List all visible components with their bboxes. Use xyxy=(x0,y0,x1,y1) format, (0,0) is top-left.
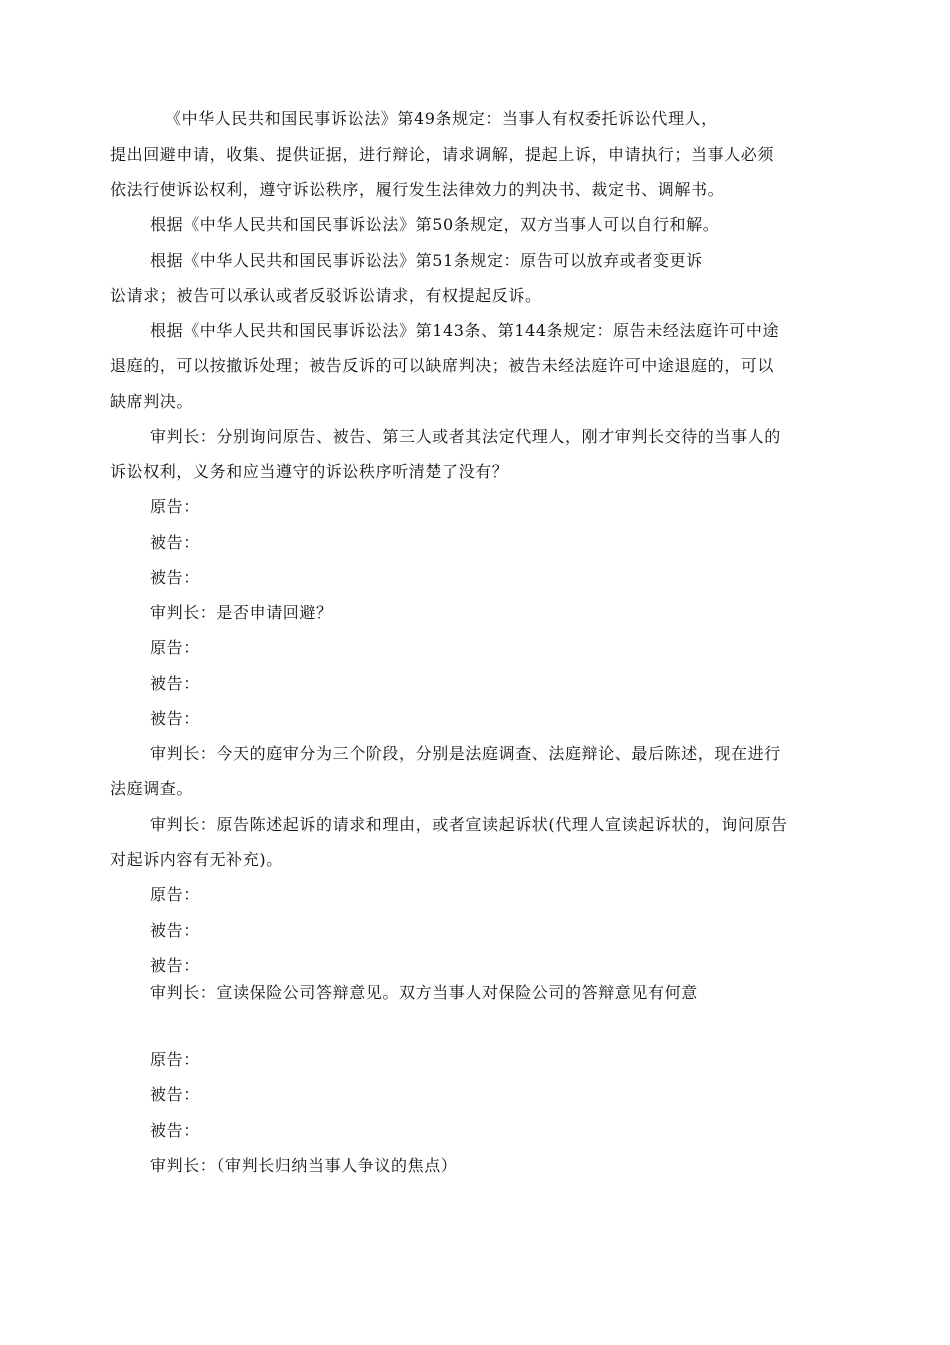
text-line: 《中华人民共和国民事诉讼法》第49条规定：当事人有权委托诉讼代理人， xyxy=(165,109,718,128)
text-line: 讼请求；被告可以承认或者反驳诉讼请求，有权提起反诉。 xyxy=(110,286,542,305)
text-line: 被告： xyxy=(150,533,200,552)
text-line: 审判长：是否申请回避？ xyxy=(150,603,333,622)
text-line: 被告： xyxy=(150,674,200,693)
text-line: 依法行使诉讼权利，遵守诉讼秩序，履行发生法律效力的判决书、裁定书、调解书。 xyxy=(110,180,725,199)
text-line: 被告： xyxy=(150,709,200,728)
text-line: 根据《中华人民共和国民事诉讼法》第143条、第144条规定：原告未经法庭许可中途 xyxy=(150,321,780,340)
text-line: 原告： xyxy=(150,638,200,657)
text-line: 缺席判决。 xyxy=(110,392,194,411)
text-line: 审判长：分别询问原告、被告、第三人或者其法定代理人，刚才审判长交待的当事人的 xyxy=(150,427,781,446)
text-line: 审判长：（审判长归纳当事人争议的焦点） xyxy=(150,1156,458,1175)
text-line: 被告： xyxy=(150,956,200,975)
text-line: 原告： xyxy=(150,1050,200,1069)
text-line: 诉讼权利，义务和应当遵守的诉讼秩序听清楚了没有？ xyxy=(110,462,509,481)
text-line: 根据《中华人民共和国民事诉讼法》第51条规定：原告可以放弃或者变更诉 xyxy=(150,251,703,270)
text-line: 原告： xyxy=(150,885,200,904)
text-line: 根据《中华人民共和国民事诉讼法》第50条规定，双方当事人可以自行和解。 xyxy=(150,215,720,234)
text-line: 被告： xyxy=(150,921,200,940)
text-line: 对起诉内容有无补充)。 xyxy=(110,850,283,869)
text-line: 审判长：原告陈述起诉的请求和理由，或者宣读起诉状(代理人宣读起诉状的，询问原告 xyxy=(150,815,788,834)
text-line: 退庭的，可以按撤诉处理；被告反诉的可以缺席判决；被告未经法庭许可中途退庭的，可以 xyxy=(110,356,775,375)
text-line: 被告： xyxy=(150,568,200,587)
text-line: 法庭调查。 xyxy=(110,779,194,798)
text-line: 被告： xyxy=(150,1085,200,1104)
text-line: 原告： xyxy=(150,497,200,516)
text-line: 提出回避申请，收集、提供证据，进行辩论，请求调解，提起上诉，申请执行；当事人必须 xyxy=(110,145,775,164)
text-line: 被告： xyxy=(150,1121,200,1140)
text-line: 审判长：今天的庭审分为三个阶段，分别是法庭调查、法庭辩论、最后陈述，现在进行 xyxy=(150,744,781,763)
text-line: 审判长：宣读保险公司答辩意见。双方当事人对保险公司的答辩意见有何意 xyxy=(150,983,698,1002)
